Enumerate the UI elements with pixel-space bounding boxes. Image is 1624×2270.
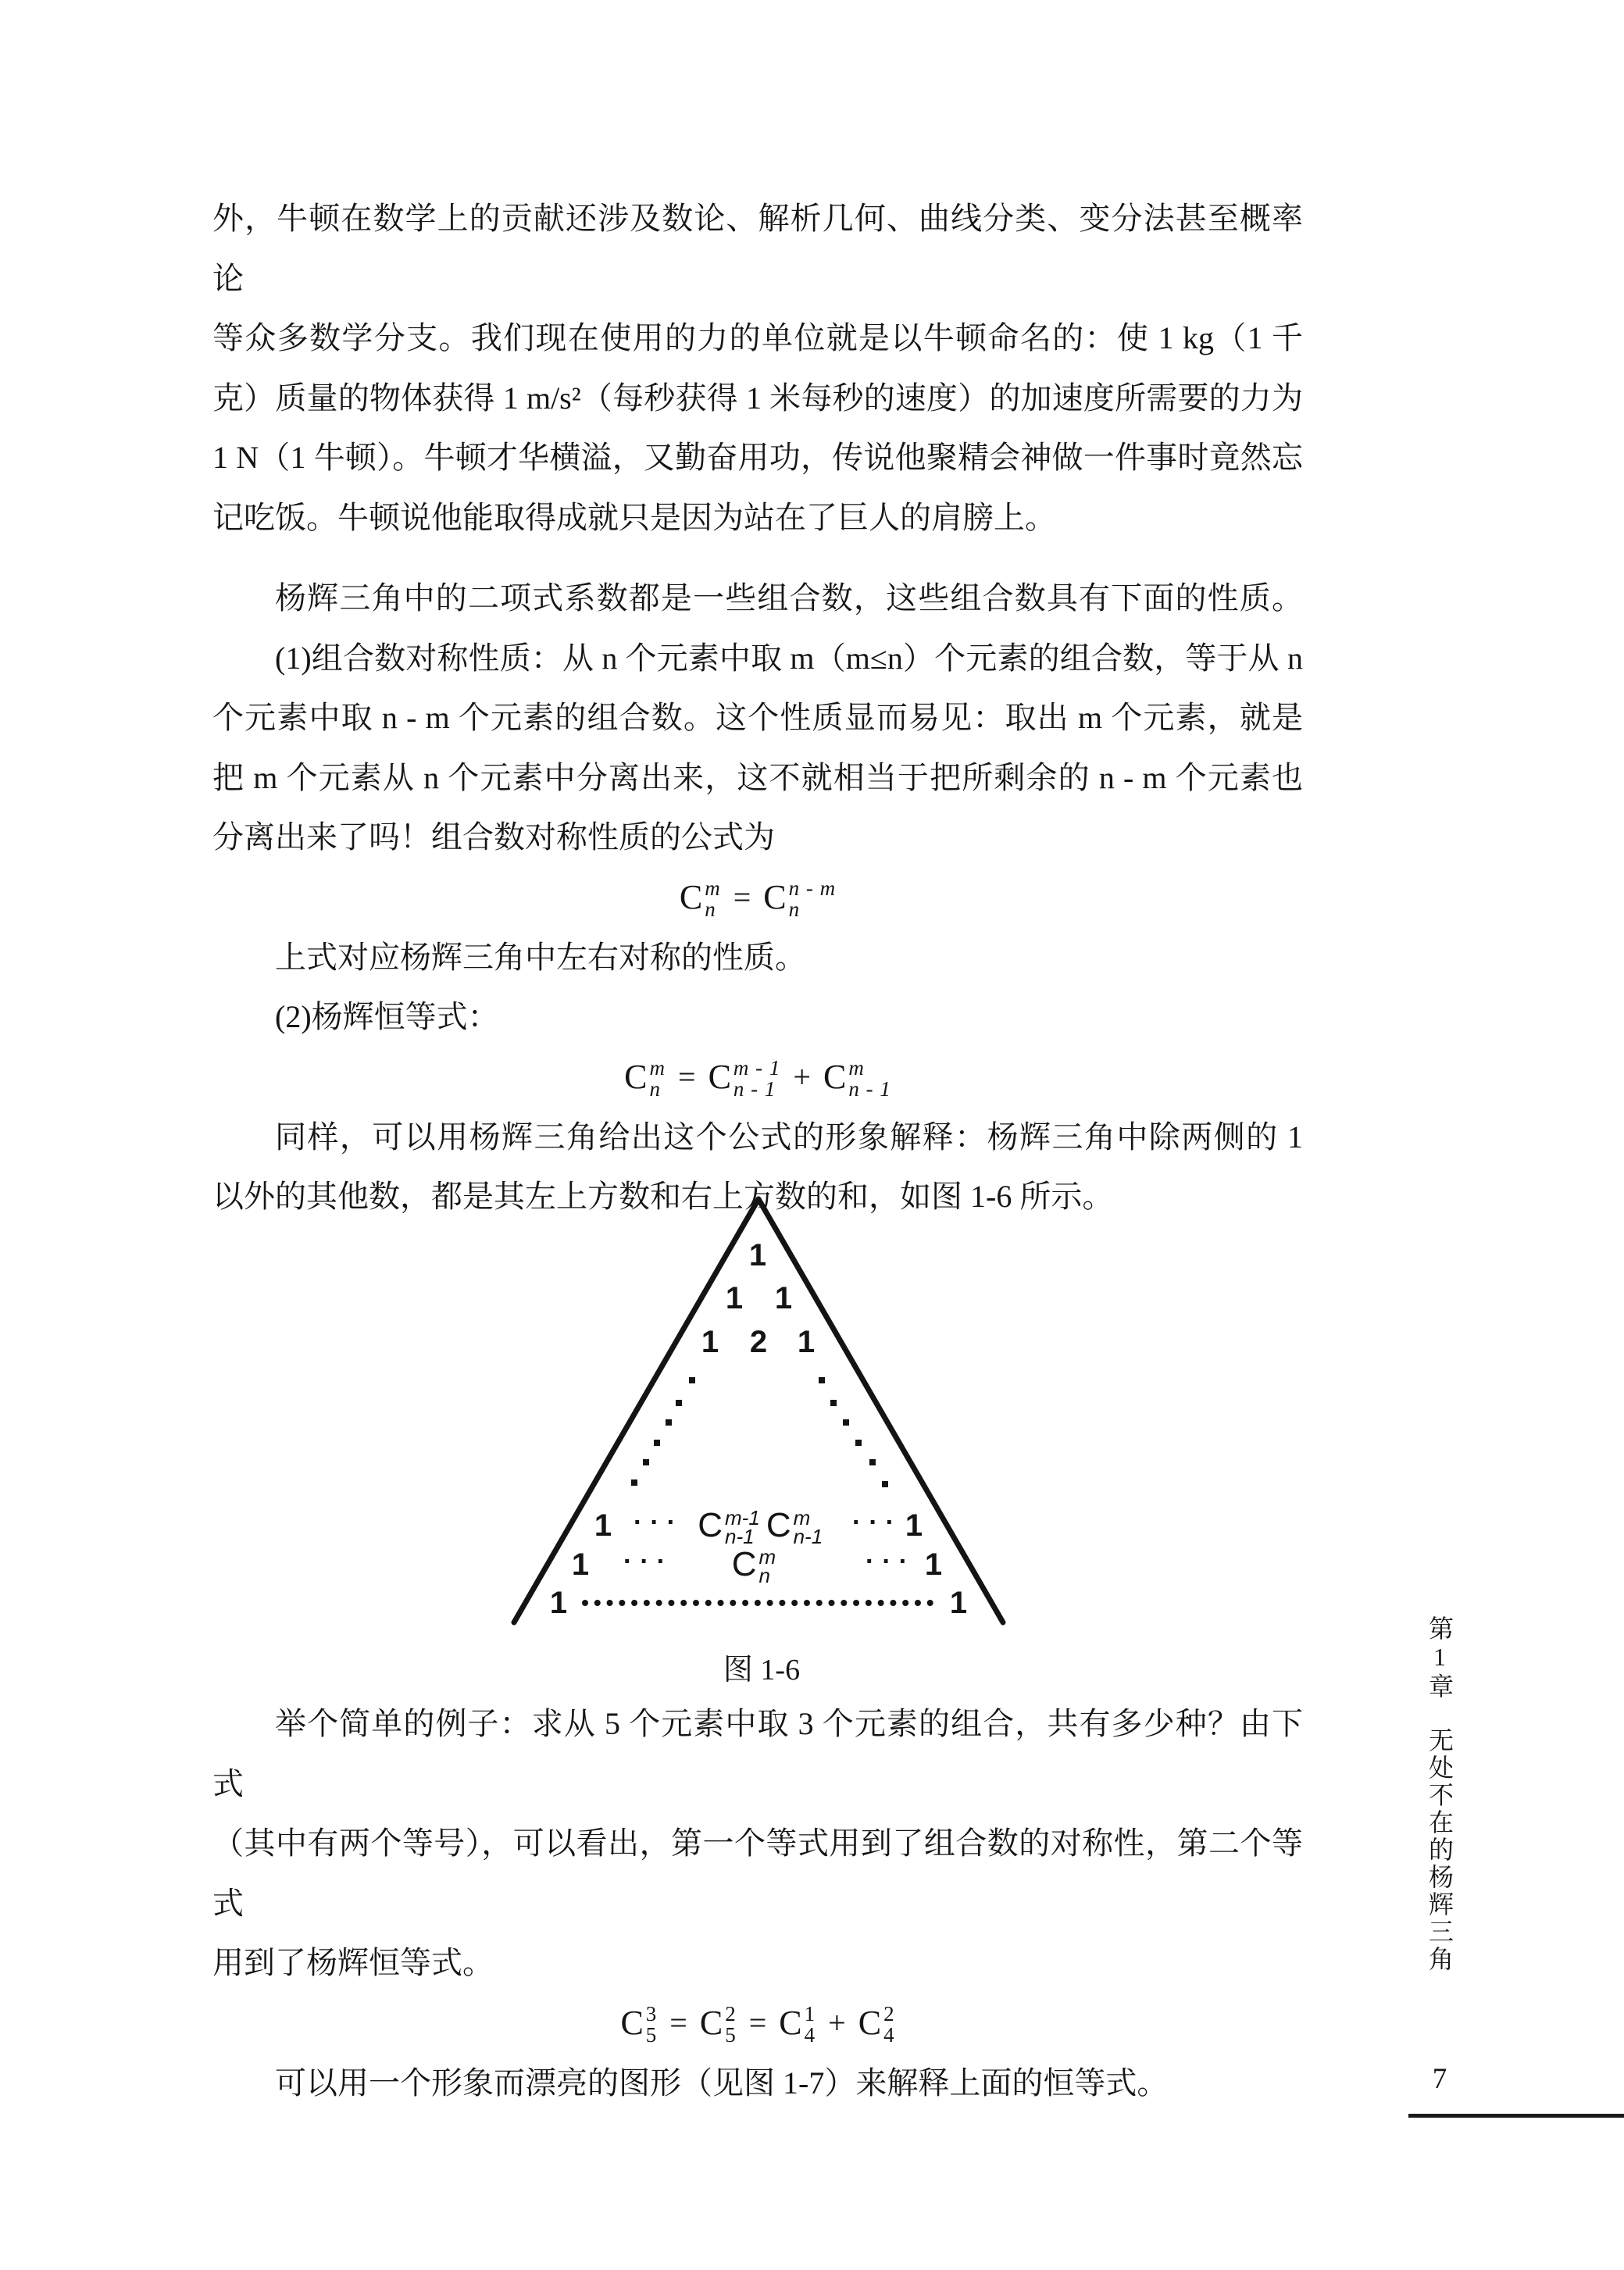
footer-rule: [1408, 2114, 1624, 2118]
triangle-number: 1: [905, 1508, 923, 1543]
text-line: 上式对应杨辉三角中左右对称的性质。: [275, 939, 806, 975]
ellipsis-dot: [855, 1440, 862, 1446]
triangle-number: 1: [797, 1325, 816, 1359]
formula-symmetry: C m n = C n - m n: [679, 876, 837, 921]
triangle-number: 2: [749, 1325, 768, 1359]
ellipsis-dot: [869, 1459, 876, 1465]
triangle-number: 1: [774, 1281, 793, 1315]
chapter-title: 无处不在的杨辉三角: [1426, 1727, 1454, 1973]
ellipsis: ···: [852, 1508, 902, 1537]
text-line: 以外的其他数，都是其左上方数和右上方数的和，如图 1-6 所示。: [212, 1179, 1114, 1214]
triangle-number: 1: [949, 1586, 968, 1620]
formula-example: C 3 5 = C 2 5 = C 1 4 + C 2 4: [620, 2002, 895, 2047]
ellipsis-dot: [676, 1400, 682, 1406]
main-text-upper: [212, 189, 1303, 1227]
figure-caption: 图 1-6: [723, 1654, 801, 1686]
text-line: 举个简单的例子：求从 5 个元素中取 3 个元素的组合，共有多少种？由下式: [212, 1706, 1303, 1801]
text-line: （其中有两个等号），可以看出，第一个等式用到了组合数的对称性，第二个等式: [212, 1826, 1303, 1921]
ellipsis-dot: [654, 1440, 660, 1446]
text-line: 外，牛顿在数学上的贡献还涉及数论、解析几何、曲线分类、变分法甚至概率论: [212, 201, 1303, 296]
triangle-number: 1: [549, 1586, 568, 1620]
ellipsis: ···: [866, 1547, 916, 1576]
page-number: 7: [1432, 2063, 1447, 2095]
ellipsis: ···: [634, 1508, 684, 1537]
triangle-number: 1: [701, 1325, 719, 1359]
text-line: (1)组合数对称性质：从 n 个元素中取 m（m≤n）个元素的组合数，等于从 n: [275, 640, 1303, 676]
ellipsis-dot: [882, 1481, 888, 1487]
ellipsis-row: [582, 1600, 933, 1606]
text-line: 克）质量的物体获得 1 m/s²（每秒获得 1 米每秒的速度）的加速度所需要的力为: [212, 380, 1303, 416]
ellipsis-dot: [631, 1479, 637, 1486]
text-line: (2)杨辉恒等式：: [275, 999, 499, 1034]
triangle-number: 1: [571, 1547, 590, 1582]
text-line: 可以用一个形象而漂亮的图形（见图 1-7）来解释上面的恒等式。: [275, 2065, 1169, 2100]
formula-yanghui-identity: C m n = C m - 1 n - 1 + C m n - 1: [624, 1056, 891, 1101]
text-line: 1 N（1 牛顿）。牛顿才华横溢，又勤奋用功，传说他聚精会神做一件事时竟然忘: [212, 440, 1303, 475]
text-line: 杨辉三角中的二项式系数都是一些组合数，这些组合数具有下面的性质。: [275, 580, 1303, 616]
text-line: 个元素中取 n - m 个元素的组合数。这个性质显而易见：取出 m 个元素，就是: [212, 700, 1303, 735]
ellipsis-dot: [689, 1377, 695, 1383]
ellipsis-dot: [830, 1400, 837, 1406]
chapter-sidebar: [1425, 1615, 1454, 1973]
ellipsis-dot: [643, 1459, 649, 1465]
text-line: 等众多数学分支。我们现在使用的力的单位就是以牛顿命名的：使 1 kg（1 千: [212, 320, 1303, 355]
text-line: 记吃饭。牛顿说他能取得成就只是因为站在了巨人的肩膀上。: [212, 499, 1056, 535]
triangle-number: 1: [594, 1508, 612, 1543]
ellipsis-dot: [843, 1419, 849, 1426]
triangle-number: 1: [924, 1547, 943, 1582]
text-line: 同样，可以用杨辉三角给出这个公式的形象解释：杨辉三角中除两侧的 1: [275, 1119, 1303, 1155]
text-line: 用到了杨辉恒等式。: [212, 1945, 494, 1980]
triangle-number: 1: [748, 1238, 767, 1272]
figure-yanghui-triangle: [437, 1172, 1086, 1719]
comb-symbol: C m-1 n-1: [698, 1506, 760, 1548]
text-line: 把 m 个元素从 n 个元素中分离出来，这不就相当于把所剩余的 n - m 个元素也: [212, 759, 1303, 795]
ellipsis-dot: [666, 1419, 672, 1426]
comb-symbol: C m n: [731, 1545, 776, 1587]
triangle-number: 1: [725, 1281, 744, 1315]
text-line: 分离出来了吗！组合数对称性质的公式为: [212, 819, 775, 855]
main-text-lower: [212, 1694, 1303, 2113]
ellipsis-dot: [819, 1377, 825, 1383]
comb-symbol: C m n-1: [766, 1506, 823, 1548]
chapter-number: 第1章: [1426, 1615, 1454, 1701]
ellipsis: ···: [623, 1547, 673, 1576]
